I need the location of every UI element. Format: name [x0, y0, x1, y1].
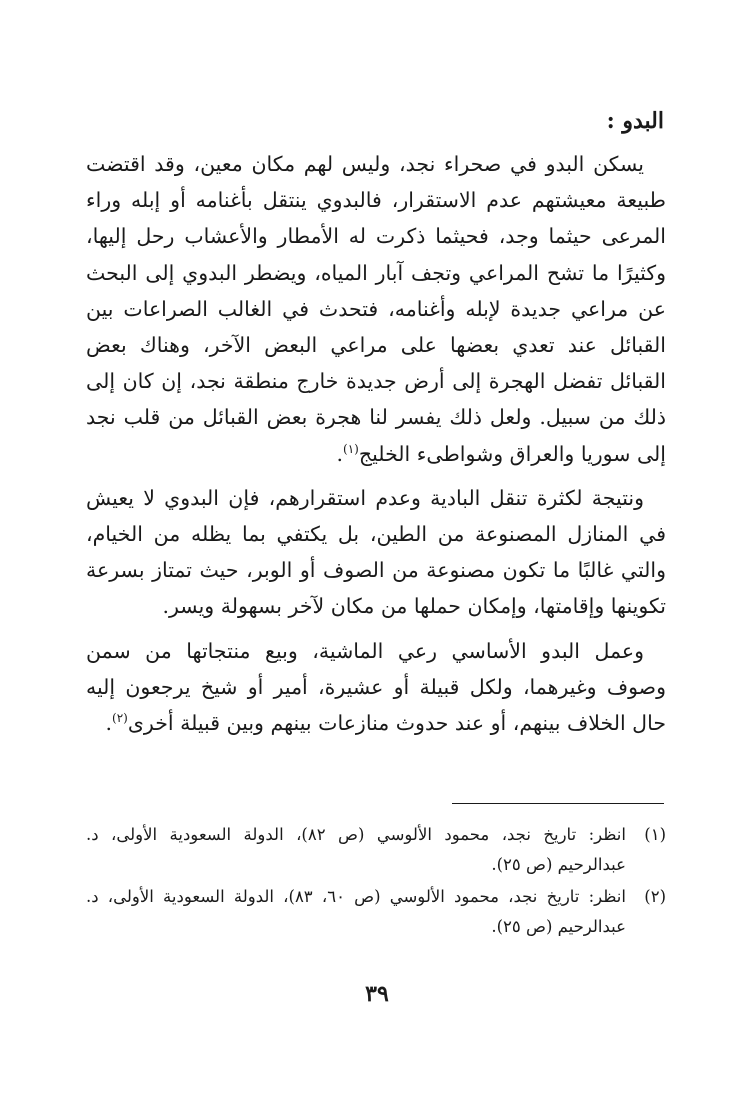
paragraph-3-end: .	[105, 711, 113, 736]
footnote-divider	[452, 803, 664, 804]
paragraph-1	[86, 146, 666, 472]
footnote-2-text: انظر: تاريخ نجد، محمود الألوسي (ص ٦٠، ٨٣)، الدولة السعودية الأولى، د. عبدالرحيم (ص ٢٥).	[86, 887, 626, 936]
footnote-1-number: (١)	[644, 825, 666, 844]
footnote-ref-1: (١)	[343, 441, 359, 456]
footnote-ref-2: (٢)	[112, 711, 128, 726]
paragraph-3	[86, 633, 666, 742]
paragraph-2	[86, 480, 666, 625]
paragraph-1-text: يسكن البدو في صحراء نجد، وليس لهم مكان معين، وقد اقتضت طبيعة معيشتهم عدم الاستقرار، فالبدوي ينتقل بأغنامه أو إبله وراء المرعى حيثما وجد، فحيثما ذكرت له الأمطار والأعشاب رحل إليها، وكثيرًا ما تشح المراعي وتجف آبار المياه، ويضطر البدوي إلى البحث عن مراعي جديدة لإبله وأغنامه، فتحدث في الغالب الصراعات بين القبائل عند تعدي بعضها على مراعي البعض الآخر، وهناك بعض القبائل تفضل الهجرة إلى أرض جديدة خارج منطقة نجد، إن كان إلى ذلك من سبيل. ولعل ذلك يفسر لنا هجرة بعض القبائل من قلب نجد إلى سوريا والعراق وشواطىء الخليج	[86, 152, 666, 466]
page-number: ٣٩	[365, 981, 389, 1007]
section-heading: البدو :	[606, 108, 664, 134]
paragraph-3-text: وعمل البدو الأساسي رعي الماشية، وبيع منتجاتها من سمن وصوف وغيرهما، ولكل قبيلة أو عشيرة، أمير أو شيخ يرجعون إليه حال الخلاف بينهم، أو عند حدوث منازعات بينهم وبين قبيلة أخرى	[86, 638, 666, 736]
footnote-1	[86, 820, 666, 880]
footnotes	[86, 820, 666, 944]
footnote-2	[86, 882, 666, 942]
paragraph-1-end: .	[336, 441, 344, 466]
paragraph-2-text: ونتيجة لكثرة تنقل البادية وعدم استقرارهم، فإن البدوي لا يعيش في المنازل المصنوعة من الطين، بل يكتفي بما يظله من الخيام، والتي غالبًا ما تكون مصنوعة من الصوف أو الوبر، حيث تمتاز بسرعة تكوينها وإقامتها، وإمكان حملها من مكان لآخر بسهولة ويسر.	[86, 485, 666, 619]
footnote-2-number: (٢)	[644, 887, 666, 906]
body-text	[86, 146, 666, 749]
footnote-1-text: انظر: تاريخ نجد، محمود الألوسي (ص ٨٢)، الدولة السعودية الأولى، د. عبدالرحيم (ص ٢٥).	[86, 825, 626, 874]
